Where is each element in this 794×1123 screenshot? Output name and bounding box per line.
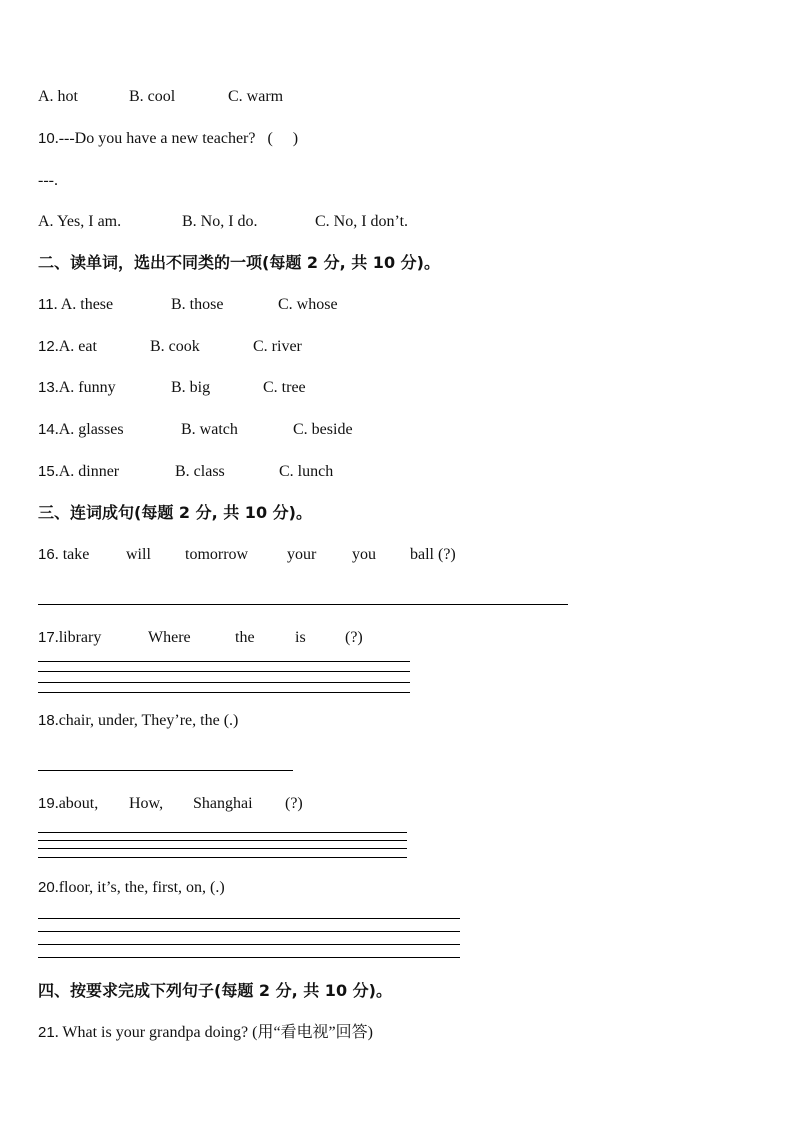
q15-number: 15: [38, 463, 55, 480]
q16-number: 16: [38, 546, 55, 563]
q14-option-c: C. beside: [293, 421, 353, 438]
q9-option-b: B. cool: [129, 88, 176, 105]
q19-word: How,: [129, 795, 164, 812]
q10-answer-prefix: ---.: [38, 172, 58, 189]
q19-answer-line: [38, 848, 407, 849]
q17-word: (?): [345, 629, 363, 646]
q16-answer-line: [38, 604, 568, 605]
q16-word: your: [287, 546, 317, 563]
q17-answer-line: [38, 682, 410, 683]
q18-number: 18: [38, 712, 55, 729]
q17-word: Where: [148, 629, 191, 646]
q10-option-b: B. No, I do.: [182, 213, 258, 230]
q12-option-b: B. cook: [150, 338, 200, 355]
q19-word: Shanghai: [193, 795, 253, 812]
q19-word: .about,: [54, 795, 99, 812]
q20-text: .floor, it’s, the, first, on, (.): [54, 879, 225, 896]
q20-answer-line: [38, 931, 460, 932]
q20-answer-line: [38, 918, 460, 919]
q21-number: 21: [38, 1024, 55, 1041]
q11-option-b: B. those: [171, 296, 224, 313]
q17-answer-line: [38, 661, 410, 662]
q12-option-c: C. river: [253, 338, 302, 355]
q17-number: 17: [38, 629, 55, 646]
q16-word: . take: [54, 546, 90, 563]
section-3-heading: 三、连词成句(每题 2 分, 共 10 分)。: [38, 503, 312, 522]
q19-answer-line: [38, 840, 407, 841]
q20-words: [38, 878, 225, 898]
q10-text: .---Do you have a new teacher? ( ): [54, 130, 299, 147]
q15-option-a: .A. dinner: [54, 463, 120, 480]
q19-number: 19: [38, 795, 55, 812]
q16-word: ball (?): [410, 546, 456, 563]
q17-word: is: [295, 629, 306, 646]
section-4-heading: 四、按要求完成下列句子(每题 2 分, 共 10 分)。: [38, 981, 392, 1000]
q13-option-a: .A. funny: [54, 379, 116, 396]
q17-answer-line: [38, 692, 410, 693]
q16-word: will: [126, 546, 151, 563]
q10-option-c: C. No, I don’t.: [315, 213, 409, 230]
q16-word: tomorrow: [185, 546, 249, 563]
q11-number: 11: [38, 296, 54, 313]
q10-number: 10: [38, 130, 55, 147]
q9-option-a: A. hot: [38, 88, 78, 105]
q12-number: 12: [38, 338, 55, 355]
q15-option-b: B. class: [175, 463, 225, 480]
q19-word: (?): [285, 795, 303, 812]
q20-number: 20: [38, 879, 55, 896]
q20-answer-line: [38, 944, 460, 945]
q19-answer-line: [38, 832, 407, 833]
q13-option-b: B. big: [171, 379, 211, 396]
q20-answer-line: [38, 957, 460, 958]
q10-option-a: A. Yes, I am.: [38, 213, 122, 230]
q13-number: 13: [38, 379, 55, 396]
q18-text: .chair, under, They’re, the (.): [54, 712, 239, 729]
q17-word: .library: [54, 629, 102, 646]
q21-text: . What is your grandpa doing? (用“看电视”回答): [54, 1024, 373, 1041]
q17-word: the: [235, 629, 255, 646]
q19-answer-line: [38, 857, 407, 858]
q9-option-c: C. warm: [228, 88, 284, 105]
q17-answer-line: [38, 671, 410, 672]
q16-word: you: [352, 546, 376, 563]
q14-option-a: .A. glasses: [54, 421, 124, 438]
q10-question: [38, 129, 298, 149]
q18-words: [38, 711, 238, 731]
section-2-heading: 二、读单词，选出不同类的一项(每题 2 分, 共 10 分)。: [38, 253, 440, 272]
q13-option-c: C. tree: [263, 379, 306, 396]
q12-option-a: .A. eat: [54, 338, 97, 355]
q18-answer-line: [38, 770, 293, 771]
q11-option-a: . A. these: [53, 296, 114, 313]
q14-number: 14: [38, 421, 55, 438]
q14-option-b: B. watch: [181, 421, 238, 438]
q15-option-c: C. lunch: [279, 463, 334, 480]
q21-question: [38, 1023, 373, 1043]
q11-option-c: C. whose: [278, 296, 338, 313]
